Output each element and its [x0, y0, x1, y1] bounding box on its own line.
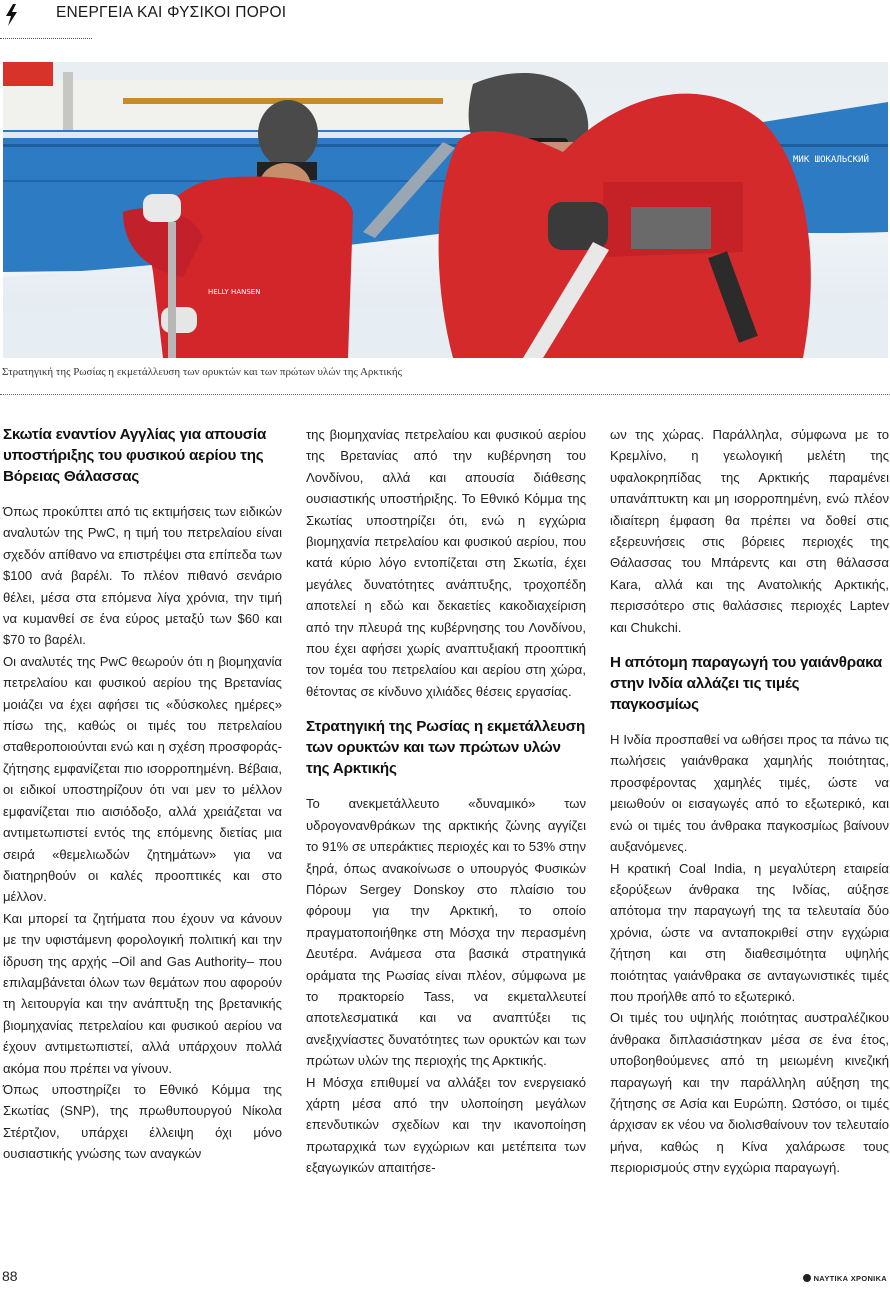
ship-name-text: МИК ШОКАЛЬСКИЙ	[793, 155, 869, 165]
paragraph: Η Μόσχα επιθυμεί να αλλάξει τον ενεργειακό χάρτη μέσα από την υλοποίηση μεγάλων επενδυτικών σχεδίων και την ικανοποίηση πρωταρχικά των εγχώριων και μετέπειτα των εξαγωγικών απαιτήσε-	[306, 1074, 586, 1176]
paragraph: Η Ινδία προσπαθεί να ωθήσει προς τα πάνω τις πωλήσεις γαιάνθρακα χαμηλής ποιότητας, προσφέροντας χαμηλές τιμές, ώστε να μειωθούν οι εισαγωγές από το εξωτερικό, και ενώ οι τιμές του άνθρακα παγκοσμίως βαίνουν αυξανόμενες.	[610, 732, 889, 855]
page-header	[0, 0, 890, 30]
heading-scotland: Σκωτία εναντίον Αγγλίας για απουσία υποστήριξης του φυσικού αερίου της Βόρειας Θάλασσας	[3, 426, 267, 485]
caption-divider	[0, 394, 890, 395]
heading-india: Η απότομη παραγωγή του γαιάνθρακα στην Ινδία αλλάζει τις τιμές παγκοσμίως	[610, 654, 883, 714]
page-number: 88	[2, 1268, 18, 1284]
paragraph: Όπως υποστηρίζει το Εθνικό Κόμμα της Σκωτίας (SNP), της πρωθυπουργού Νίκολα Στέρτζιον, υπάρχει έλλειψη όχι μόνο ουσιαστικής γνώσης των αναγκών	[3, 1081, 282, 1162]
section-title: ΕΝΕΡΓΕΙΑ ΚΑΙ ΦΥΣΙΚΟΙ ΠΟΡΟΙ	[56, 4, 287, 21]
paragraph: Και μπορεί τα ζητήματα που έχουν να κάνουν με την υφιστάμενη φορολογική πολιτική και την ίδρυση της αρχής –Oil and Gas Authority– που επιλαμβάνεται όλων των θεμάτων που αφορούν τη λειτουργία και την ανάπτυξη της βρετανικής βιομηχανίας πετρελαίου και φυσικού αερίου να έχουν αντιμετωπιστεί, αλλά υπάρχουν πολλά ακόμα που πρέπει να γίνουν.	[3, 910, 282, 1076]
arctic-photo	[3, 62, 888, 358]
paragraph: Οι τιμές του υψηλής ποιότητας αυστραλέζικου άνθρακα διπλασιάστηκαν μέσα σε ένα έτος, υποβοηθούμενες από τη μειωμένη κινεζική παραγωγή και την παράλληλη αύξηση της ζήτησης σε Ασία και Ευρώπη. Ωστόσο, οι τιμές άρχισαν εκ νέου να διολισθαίνουν τον τελευταίο μήνα, καθώς η Κίνα χαλάρωσε τους περιορισμούς στην εγχώρια παραγωγή.	[610, 1010, 889, 1176]
magazine-logo	[803, 1274, 887, 1283]
logo-dot-icon	[803, 1274, 811, 1282]
article-column-2	[306, 424, 586, 1179]
lightning-bolt-icon	[4, 4, 18, 26]
article-column-1	[3, 424, 282, 1165]
paragraph: της βιομηχανίας πετρελαίου και φυσικού αερίου της Βρετανίας από την κυβέρνηση του Λονδίνου, αλλά και απουσία διάθεσης ουσιαστικής υποστήριξης. Το Εθνικό Κόμμα της Σκωτίας υποστηρίζει ότι, ενώ η εγχώρια βιομηχανία πετρελαίου και φυσικού αερίου, που κατά κύριο λόγο εντοπίζεται στη Σκωτία, έχει μεγάλες δυνατότητες ανάπτυξης, τροχοπέδη αποτελεί η εδώ και δεκαετίες κακοδιαχείριση από την πλευρά της κυβέρνησης του Λονδίνου, που έχει αφήσει χωρίς αναπτυξιακή προοπτική τον τομέα του πετρελαίου και αερίου στη χώρα, θέτοντας σε κίνδυνο χιλιάδες θέσεις εργασίας.	[306, 427, 586, 699]
photo-illustration	[3, 62, 888, 358]
header-divider	[0, 38, 92, 39]
heading-russia: Στρατηγική της Ρωσίας η εκμετάλλευση των ορυκτών και των πρώτων υλών της Αρκτικής	[306, 718, 586, 778]
paragraph: ων της χώρας. Παράλληλα, σύμφωνα με το Κρεμλίνο, η γεωλογική μελέτη της υφαλοκρηπίδας της Αρκτικής παραμένει υπανάπτυκτη και μη ισορροπημένη, ενώ πλέον ιδιαίτερη έμφαση θα πρέπει να δοθεί στις εξερευνήσεις στις βόρειες περιοχές της Θάλασσας του Μπάρεντς και στη θάλασσα Kara, αλλά και της Ανατολικής Αρκτικής, περισσότερο στις θαλάσσιες περιοχές Laptev και Chukchi.	[610, 427, 889, 635]
paragraph: Όπως προκύπτει από τις εκτιμήσεις των ειδικών αναλυτών της PwC, η τιμή του πετρελαίου είναι σχεδόν απίθανο να επιστρέψει στα επίπεδα των $100 ανά βαρέλι. Το πλέον πιθανό σενάριο θέλει, μέσα στα επόμενα λίγα χρόνια, την τιμή να κυμανθεί σε ένα εύρος μεταξύ των $60 και $70 το βαρέλι.	[3, 504, 282, 648]
photo-caption: Στρατηγική της Ρωσίας η εκμετάλλευση των ορυκτών και των πρώτων υλών της Αρκτικής	[2, 366, 402, 378]
paragraph: Οι αναλυτές της PwC θεωρούν ότι η βιομηχανία πετρελαίου και φυσικού αερίου της Βρετανίας μοιάζει να έχει αφήσει τις «δύσκολες ημέρες» πίσω της, καθώς οι τιμές του πετρελαίου σταθεροποιούνται ενώ και η σχέση προσφοράς-ζήτησης εμφανίζεται πιο ισορροπημένη. Βέβαια, οι ειδικοί υποστηρίζουν ότι ναι μεν το μέλλον εμφανίζεται πιο αισιόδοξο, αλλά χρειάζεται να αντιμετωπιστεί εντός της επόμενης διετίας μια σειρά «θεμελιωδών ζητημάτων» για να διατηρηθούν οι καλές προοπτικές και στο μέλλον.	[3, 653, 282, 905]
jacket-brand-text: HELLY HANSEN	[208, 288, 261, 296]
magazine-name: ΝΑΥΤΙΚΑ ΧΡΟΝΙΚΑ	[813, 1274, 887, 1283]
paragraph: Το ανεκμετάλλευτο «δυναμικό» των υδρογονανθράκων της αρκτικής ζώνης αγγίζει το 91% σε υπεράκτιες περιοχές και το 53% στην ξηρά, όπως ανακοίνωσε ο υπουργός Φυσικών Πόρων Sergey Donskoy στο πλαίσιο του φόρουμ για την Αρκτική, το οποίο πραγματοποιήθηκε στη Μόσχα την περασμένη Δευτέρα. Ανάμεσα στα βασικά στρατηγικά οράματα της Ρωσίας είναι πλέον, σύμφωνα με το πρακτορείο Tass, να εκμεταλλευτεί αποτελεσματικά και να αναπτύξει τις ανεξιχνίαστες δυνατότητες των ορυκτών και των πρώτων υλών της περιοχής της Αρκτικής.	[306, 796, 586, 1069]
paragraph: Η κρατική Coal India, η μεγαλύτερη εταιρεία εξορύξεων άνθρακα της Ινδίας, αύξησε απότομα την παραγωγή της τα τελευταία δύο χρόνια, ώστε να ανταποκριθεί στην εγχώρια ζήτηση και στη διαθεσιμότητα υψηλής ποιότητας γαιάνθρακα σε ανταγωνιστικές τιμές που προήλθε από το εξωτερικό.	[610, 860, 889, 1004]
article-column-3	[610, 424, 889, 1179]
